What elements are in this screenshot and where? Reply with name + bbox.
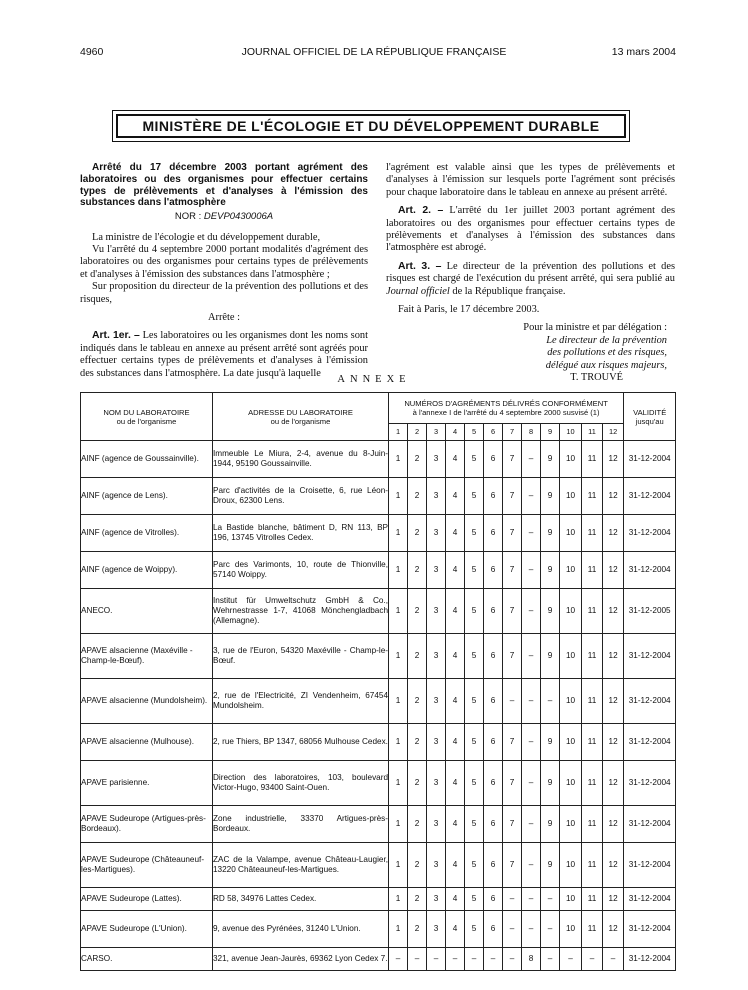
agrement-number-cell: – — [503, 911, 522, 948]
article-2 — [386, 205, 675, 255]
agrement-number-cell: 6 — [484, 911, 503, 948]
validity-cell: 31-12-2004 — [624, 888, 676, 911]
agrement-number-cell: 1 — [389, 888, 408, 911]
agrement-number-cell: 3 — [427, 724, 446, 761]
agrement-number-cell: 6 — [484, 888, 503, 911]
agrement-number-cell: 1 — [389, 761, 408, 806]
agrement-number-cell: – — [389, 948, 408, 971]
signatory-name: T. TROUVÉ — [570, 372, 623, 384]
table-row — [81, 634, 676, 679]
agrement-number-cell: – — [522, 634, 541, 679]
header-number-col: 10 — [560, 424, 582, 441]
table-header-row — [81, 393, 676, 424]
header-address: ADRESSE DU LABORATOIRE ou de l'organisme — [213, 393, 389, 441]
agrement-number-cell: 1 — [389, 724, 408, 761]
arrete-title: Arrêté du 17 décembre 2003 portant agrément des laboratoires ou des organismes pour effectuer certains types de prélèvements et d'analyses à l'émission des substances dans l'atmosphère — [80, 162, 368, 209]
lab-name-cell: APAVE Sudeurope (Lattes). — [81, 888, 213, 911]
agrement-number-cell: 6 — [484, 724, 503, 761]
agrement-number-cell: – — [522, 761, 541, 806]
agrement-number-cell: 12 — [603, 634, 624, 679]
article-2-text: L'arrêté du 1er juillet 2003 portant agrément des laboratoires ou des organismes pour effectuer certains types de prélèvements et d'analyses à l'émission des substances dans l'atmosphère est abrogé. — [386, 205, 675, 254]
header-number-col: 11 — [582, 424, 603, 441]
agrement-number-cell: 12 — [603, 589, 624, 634]
table-row — [81, 761, 676, 806]
agrement-number-cell: – — [427, 948, 446, 971]
agrement-number-cell: – — [541, 679, 560, 724]
article-1-part: Art. 1er. – Les laboratoires ou les organismes dont les noms sont indiqués dans le tableau en annexe au présent arrêté sont agréés pour effectuer certains types de prélèvements et d'analyses à l'émission des substances dans l'atmosphère. La date jusqu'à laquelle — [80, 330, 368, 379]
validity-cell: 31-12-2004 — [624, 761, 676, 806]
agrement-number-cell: 4 — [446, 515, 465, 552]
agrement-number-cell: – — [503, 679, 522, 724]
header-validity: VALIDITÉ jusqu'au — [624, 393, 676, 441]
header-number-col: 8 — [522, 424, 541, 441]
agrement-number-cell: 9 — [541, 552, 560, 589]
agrement-number-cell: 10 — [560, 589, 582, 634]
agrement-number-cell: 8 — [522, 948, 541, 971]
validity-cell: 31-12-2005 — [624, 589, 676, 634]
agrement-number-cell: 11 — [582, 761, 603, 806]
agrement-number-cell: 2 — [408, 515, 427, 552]
lab-address-cell: 9, avenue des Pyrénées, 31240 L'Union. — [213, 911, 389, 948]
agrement-number-cell: 7 — [503, 634, 522, 679]
table-row — [81, 806, 676, 843]
agrement-number-cell: – — [503, 948, 522, 971]
agrement-number-cell: 2 — [408, 843, 427, 888]
agrement-number-cell: 4 — [446, 441, 465, 478]
validity-cell: 31-12-2004 — [624, 806, 676, 843]
lab-name-cell: AINF (agence de Lens). — [81, 478, 213, 515]
agrement-number-cell: 5 — [465, 441, 484, 478]
agrement-number-cell: 5 — [465, 843, 484, 888]
header-number-col: 5 — [465, 424, 484, 441]
agrement-number-cell: 6 — [484, 441, 503, 478]
lab-address-cell: 2, rue de l'Electricité, ZI Vendenheim, 67454 Mundolsheim. — [213, 679, 389, 724]
agrement-number-cell: 12 — [603, 552, 624, 589]
lab-name-cell: APAVE alsacienne (Maxéville - Champ-le-Bœuf). — [81, 634, 213, 679]
agrement-number-cell: 7 — [503, 724, 522, 761]
agrement-number-cell: 5 — [465, 552, 484, 589]
agrement-number-cell: 9 — [541, 843, 560, 888]
agrement-number-cell: 2 — [408, 761, 427, 806]
table-row — [81, 441, 676, 478]
agrement-number-cell: 7 — [503, 806, 522, 843]
agrement-number-cell: 10 — [560, 843, 582, 888]
paragraph-vu: Vu l'arrêté du 4 septembre 2000 portant modalités d'agrément des laboratoires ou des organismes pour certains types de prélèvements et d'analyses à l'émission des substances dans l'atmosphère ; — [80, 244, 368, 280]
agrement-number-cell: – — [522, 552, 541, 589]
agrement-number-cell: 10 — [560, 724, 582, 761]
agrement-number-cell: 3 — [427, 888, 446, 911]
agrement-number-cell: – — [603, 948, 624, 971]
article-1-label: Art. 1er. – — [92, 330, 140, 342]
table-row — [81, 843, 676, 888]
agrement-number-cell: 2 — [408, 478, 427, 515]
agrement-number-cell: – — [522, 911, 541, 948]
agrement-number-cell: – — [408, 948, 427, 971]
lab-name-cell: AINF (agence de Woippy). — [81, 552, 213, 589]
agrement-number-cell: – — [522, 843, 541, 888]
agrement-number-cell: 12 — [603, 888, 624, 911]
agrement-number-cell: 9 — [541, 724, 560, 761]
agrement-number-cell: 11 — [582, 634, 603, 679]
agrement-number-cell: 2 — [408, 634, 427, 679]
agrement-number-cell: 7 — [503, 761, 522, 806]
agrement-number-cell: 10 — [560, 515, 582, 552]
lab-address-cell: La Bastide blanche, bâtiment D, RN 113, BP 196, 13745 Vitrolles Cedex. — [213, 515, 389, 552]
agrement-number-cell: 12 — [603, 515, 624, 552]
agrement-number-cell: 6 — [484, 515, 503, 552]
header-number-col: 12 — [603, 424, 624, 441]
lab-name-cell: APAVE parisienne. — [81, 761, 213, 806]
table-row — [81, 515, 676, 552]
agrement-number-cell: 3 — [427, 911, 446, 948]
agrement-number-cell: 2 — [408, 911, 427, 948]
paragraph-minister: La ministre de l'écologie et du développement durable, — [92, 231, 321, 243]
agrement-number-cell: 7 — [503, 478, 522, 515]
table-row — [81, 948, 676, 971]
agrement-number-cell: 11 — [582, 888, 603, 911]
table-row — [81, 888, 676, 911]
lab-address-cell: Parc d'activités de la Croisette, 6, rue Léon-Droux, 62300 Lens. — [213, 478, 389, 515]
ministry-banner — [112, 110, 630, 142]
validity-cell: 31-12-2004 — [624, 441, 676, 478]
validity-cell: 31-12-2004 — [624, 634, 676, 679]
agrement-number-cell: 9 — [541, 589, 560, 634]
article-3-text-b: de la République française. — [452, 285, 566, 297]
header-number-col: 9 — [541, 424, 560, 441]
lab-name-cell: CARSO. — [81, 948, 213, 971]
agrement-number-cell: 1 — [389, 589, 408, 634]
agrement-number-cell: 10 — [560, 888, 582, 911]
agrement-number-cell: 9 — [541, 478, 560, 515]
agrement-number-cell: 1 — [389, 515, 408, 552]
issue-date: 13 mars 2004 — [611, 46, 676, 58]
lab-address-cell: ZAC de la Valampe, avenue Château-Laugier, 13220 Châteauneuf-les-Martigues. — [213, 843, 389, 888]
agrement-number-cell: 2 — [408, 552, 427, 589]
agrement-number-cell: – — [484, 948, 503, 971]
agrement-number-cell: 9 — [541, 634, 560, 679]
validity-cell: 31-12-2004 — [624, 911, 676, 948]
agrement-number-cell: 3 — [427, 634, 446, 679]
agrement-number-cell: 2 — [408, 724, 427, 761]
agrement-number-cell: 5 — [465, 806, 484, 843]
annexe-title: ANNEXE — [337, 374, 411, 385]
lab-address-cell: Immeuble Le Miura, 2-4, avenue du 8-Juin-1944, 95190 Goussainville. — [213, 441, 389, 478]
agrement-number-cell: 11 — [582, 724, 603, 761]
header-number-col: 1 — [389, 424, 408, 441]
table-row — [81, 911, 676, 948]
agrement-number-cell: – — [522, 679, 541, 724]
agrement-number-cell: 12 — [603, 843, 624, 888]
agrement-number-cell: – — [446, 948, 465, 971]
agrement-number-cell: 10 — [560, 634, 582, 679]
agrement-number-cell: 6 — [484, 679, 503, 724]
agrement-number-cell: 10 — [560, 806, 582, 843]
article-1-continued: l'agrément est valable ainsi que les types de prélèvements et d'analyses à l'émission sur lesquels porte l'agrément sont précisés pour chaque laboratoire dans le tableau en annexe au présent arrêté. — [386, 162, 675, 198]
agrement-number-cell: – — [522, 441, 541, 478]
agrement-number-cell: 1 — [389, 843, 408, 888]
signature-line-4: délégué aux risques majeurs, — [545, 359, 667, 371]
agrement-number-cell: 12 — [603, 679, 624, 724]
agrement-number-cell: 6 — [484, 589, 503, 634]
header-number-col: 7 — [503, 424, 522, 441]
fait-a-paris: Fait à Paris, le 17 décembre 2003. — [398, 304, 540, 316]
signature-line-2: Le directeur de la prévention — [546, 334, 667, 346]
agrement-number-cell: 6 — [484, 634, 503, 679]
table-row — [81, 589, 676, 634]
lab-address-cell: Direction des laboratoires, 103, boulevard Victor-Hugo, 93400 Saint-Ouen. — [213, 761, 389, 806]
lab-name-cell: APAVE Sudeurope (Artigues-près-Bordeaux). — [81, 806, 213, 843]
agrement-number-cell: 12 — [603, 911, 624, 948]
agrement-number-cell: – — [522, 888, 541, 911]
agrement-number-cell: 4 — [446, 911, 465, 948]
article-3 — [386, 261, 675, 298]
article-3-label: Art. 3. – — [398, 260, 442, 272]
agrement-number-cell: 2 — [408, 888, 427, 911]
agrement-number-cell: 4 — [446, 843, 465, 888]
agrement-number-cell: – — [522, 806, 541, 843]
agrement-number-cell: 9 — [541, 515, 560, 552]
agrement-number-cell: – — [541, 888, 560, 911]
paragraph-proposition: Sur proposition du directeur de la prévention des pollutions et des risques, — [80, 281, 368, 305]
validity-cell: 31-12-2004 — [624, 843, 676, 888]
agrement-number-cell: 3 — [427, 806, 446, 843]
agrement-number-cell: 2 — [408, 441, 427, 478]
agrement-number-cell: 6 — [484, 552, 503, 589]
agrement-number-cell: 5 — [465, 679, 484, 724]
agrement-number-cell: 7 — [503, 552, 522, 589]
agrement-number-cell: 2 — [408, 589, 427, 634]
agrement-number-cell: 4 — [446, 634, 465, 679]
validity-cell: 31-12-2004 — [624, 948, 676, 971]
agrement-number-cell: 11 — [582, 589, 603, 634]
validity-cell: 31-12-2004 — [624, 478, 676, 515]
agrement-number-cell: 9 — [541, 441, 560, 478]
agrement-number-cell: 11 — [582, 679, 603, 724]
agrement-number-cell: 5 — [465, 634, 484, 679]
lab-address-cell: RD 58, 34976 Lattes Cedex. — [213, 888, 389, 911]
agrement-number-cell: 12 — [603, 478, 624, 515]
agrement-number-cell: – — [541, 948, 560, 971]
agrement-number-cell: 10 — [560, 911, 582, 948]
header-number-col: 3 — [427, 424, 446, 441]
agrement-number-cell: 11 — [582, 478, 603, 515]
agrement-number-cell: 1 — [389, 634, 408, 679]
left-column — [80, 162, 368, 380]
agrement-number-cell: 3 — [427, 441, 446, 478]
header-number-col: 4 — [446, 424, 465, 441]
agrement-number-cell: 1 — [389, 441, 408, 478]
agrement-number-cell: 10 — [560, 679, 582, 724]
agrement-number-cell: 7 — [503, 515, 522, 552]
agrement-number-cell: 7 — [503, 843, 522, 888]
lab-name-cell: AINF (agence de Vitrolles). — [81, 515, 213, 552]
journal-title: JOURNAL OFFICIEL DE LA RÉPUBLIQUE FRANÇAISE — [241, 46, 507, 58]
agrement-number-cell: 11 — [582, 911, 603, 948]
agrement-number-cell: 1 — [389, 552, 408, 589]
agrement-number-cell: 1 — [389, 911, 408, 948]
agrement-number-cell: 5 — [465, 478, 484, 515]
agrement-number-cell: 11 — [582, 806, 603, 843]
header-name: NOM DU LABORATOIRE ou de l'organisme — [81, 393, 213, 441]
signature-line-3: des pollutions et des risques, — [547, 347, 667, 359]
lab-name-cell: APAVE Sudeurope (L'Union). — [81, 911, 213, 948]
right-column — [386, 162, 675, 385]
agrement-number-cell: 5 — [465, 761, 484, 806]
lab-address-cell: 2, rue Thiers, BP 1347, 68056 Mulhouse Cedex. — [213, 724, 389, 761]
agrement-number-cell: 5 — [465, 515, 484, 552]
agrement-number-cell: 3 — [427, 843, 446, 888]
agrement-number-cell: 5 — [465, 888, 484, 911]
lab-address-cell: Parc des Varimonts, 10, route de Thionville, 57140 Woippy. — [213, 552, 389, 589]
lab-address-cell: 321, avenue Jean-Jaurès, 69362 Lyon Cedex 7. — [213, 948, 389, 971]
lab-name-cell: AINF (agence de Goussainville). — [81, 441, 213, 478]
agrement-number-cell: – — [465, 948, 484, 971]
lab-name-cell: APAVE alsacienne (Mundolsheim). — [81, 679, 213, 724]
agrement-number-cell: 1 — [389, 478, 408, 515]
agrement-number-cell: 5 — [465, 911, 484, 948]
table-body — [81, 441, 676, 971]
agrement-number-cell: 12 — [603, 724, 624, 761]
agrement-number-cell: 1 — [389, 806, 408, 843]
agrement-number-cell: 1 — [389, 679, 408, 724]
agrement-number-cell: 4 — [446, 552, 465, 589]
article-2-label: Art. 2. – — [398, 205, 444, 217]
nor-code: DEVP0430006A — [203, 211, 274, 223]
agrement-number-cell: 3 — [427, 761, 446, 806]
page-number: 4960 — [80, 46, 104, 58]
agrement-number-cell: 4 — [446, 888, 465, 911]
lab-address-cell: 3, rue de l'Euron, 54320 Maxéville - Champ-le-Bœuf. — [213, 634, 389, 679]
agrement-number-cell: 4 — [446, 724, 465, 761]
agrement-number-cell: 12 — [603, 806, 624, 843]
agrement-number-cell: 12 — [603, 441, 624, 478]
agrement-number-cell: – — [522, 515, 541, 552]
agrement-number-cell: 11 — [582, 843, 603, 888]
agrement-number-cell: 11 — [582, 441, 603, 478]
table-row — [81, 679, 676, 724]
agrement-number-cell: 5 — [465, 724, 484, 761]
validity-cell: 31-12-2004 — [624, 724, 676, 761]
agrement-number-cell: 9 — [541, 806, 560, 843]
validity-cell: 31-12-2004 — [624, 515, 676, 552]
lab-name-cell: ANECO. — [81, 589, 213, 634]
table-row — [81, 552, 676, 589]
agrement-number-cell: 3 — [427, 679, 446, 724]
agrement-number-cell: 2 — [408, 806, 427, 843]
agrement-number-cell: 4 — [446, 589, 465, 634]
nor-reference — [80, 211, 368, 223]
agrement-number-cell: 11 — [582, 552, 603, 589]
agrement-number-cell: 4 — [446, 478, 465, 515]
agrement-number-cell: 7 — [503, 589, 522, 634]
agrement-number-cell: 11 — [582, 515, 603, 552]
header-numbers: NUMÉROS D'AGRÉMENTS DÉLIVRÉS CONFORMÉMENT à l'annexe I de l'arrêté du 4 septembre 2000 susvisé (1) — [389, 393, 624, 424]
arrete-label: Arrête : — [207, 312, 241, 324]
agrement-number-cell: – — [522, 589, 541, 634]
agrement-number-cell: 3 — [427, 515, 446, 552]
agrement-number-cell: 10 — [560, 441, 582, 478]
agrement-number-cell: 9 — [541, 761, 560, 806]
agrement-number-cell: 5 — [465, 589, 484, 634]
agrement-number-cell: 6 — [484, 843, 503, 888]
table-row — [81, 478, 676, 515]
header-number-col: 2 — [408, 424, 427, 441]
agrement-number-cell: 3 — [427, 552, 446, 589]
agrement-number-cell: 4 — [446, 761, 465, 806]
agrement-number-cell: – — [522, 478, 541, 515]
signature-line-1: Pour la ministre et par délégation : — [523, 322, 667, 334]
agrement-number-cell: – — [582, 948, 603, 971]
agrement-number-cell: – — [503, 888, 522, 911]
agrement-number-cell: 10 — [560, 478, 582, 515]
agrement-number-cell: – — [522, 724, 541, 761]
validity-cell: 31-12-2004 — [624, 679, 676, 724]
agrement-number-cell: 4 — [446, 806, 465, 843]
nor-label: NOR : — [174, 211, 202, 223]
agrement-number-cell: 3 — [427, 478, 446, 515]
agrement-number-cell: 12 — [603, 761, 624, 806]
agrement-number-cell: 6 — [484, 478, 503, 515]
table-row — [81, 724, 676, 761]
agrement-number-cell: 2 — [408, 679, 427, 724]
header-number-col: 6 — [484, 424, 503, 441]
annexe-table — [80, 392, 676, 971]
agrement-number-cell: 10 — [560, 552, 582, 589]
agrement-number-cell: 3 — [427, 589, 446, 634]
lab-address-cell: Institut für Umweltschutz GmbH & Co., Wehrnestrasse 1-7, 41068 Mönchengladbach (Allemagne). — [213, 589, 389, 634]
article-3-journal: Journal officiel — [386, 285, 450, 297]
agrement-number-cell: – — [541, 911, 560, 948]
agrement-number-cell: 10 — [560, 761, 582, 806]
article-3-text-a: Le directeur de la prévention des pollutions et des risques est chargé de l'exécution du présent arrêté, qui sera publié au — [386, 260, 675, 285]
agrement-number-cell: 7 — [503, 441, 522, 478]
agrement-number-cell: 4 — [446, 679, 465, 724]
agrement-number-cell: – — [560, 948, 582, 971]
lab-name-cell: APAVE alsacienne (Mulhouse). — [81, 724, 213, 761]
lab-address-cell: Zone industrielle, 33370 Artigues-près-Bordeaux. — [213, 806, 389, 843]
validity-cell: 31-12-2004 — [624, 552, 676, 589]
agrement-number-cell: 6 — [484, 806, 503, 843]
lab-name-cell: APAVE Sudeurope (Châteauneuf-les-Martigues). — [81, 843, 213, 888]
ministry-name: MINISTÈRE DE L'ÉCOLOGIE ET DU DÉVELOPPEMENT DURABLE — [116, 114, 626, 138]
agrement-number-cell: 6 — [484, 761, 503, 806]
